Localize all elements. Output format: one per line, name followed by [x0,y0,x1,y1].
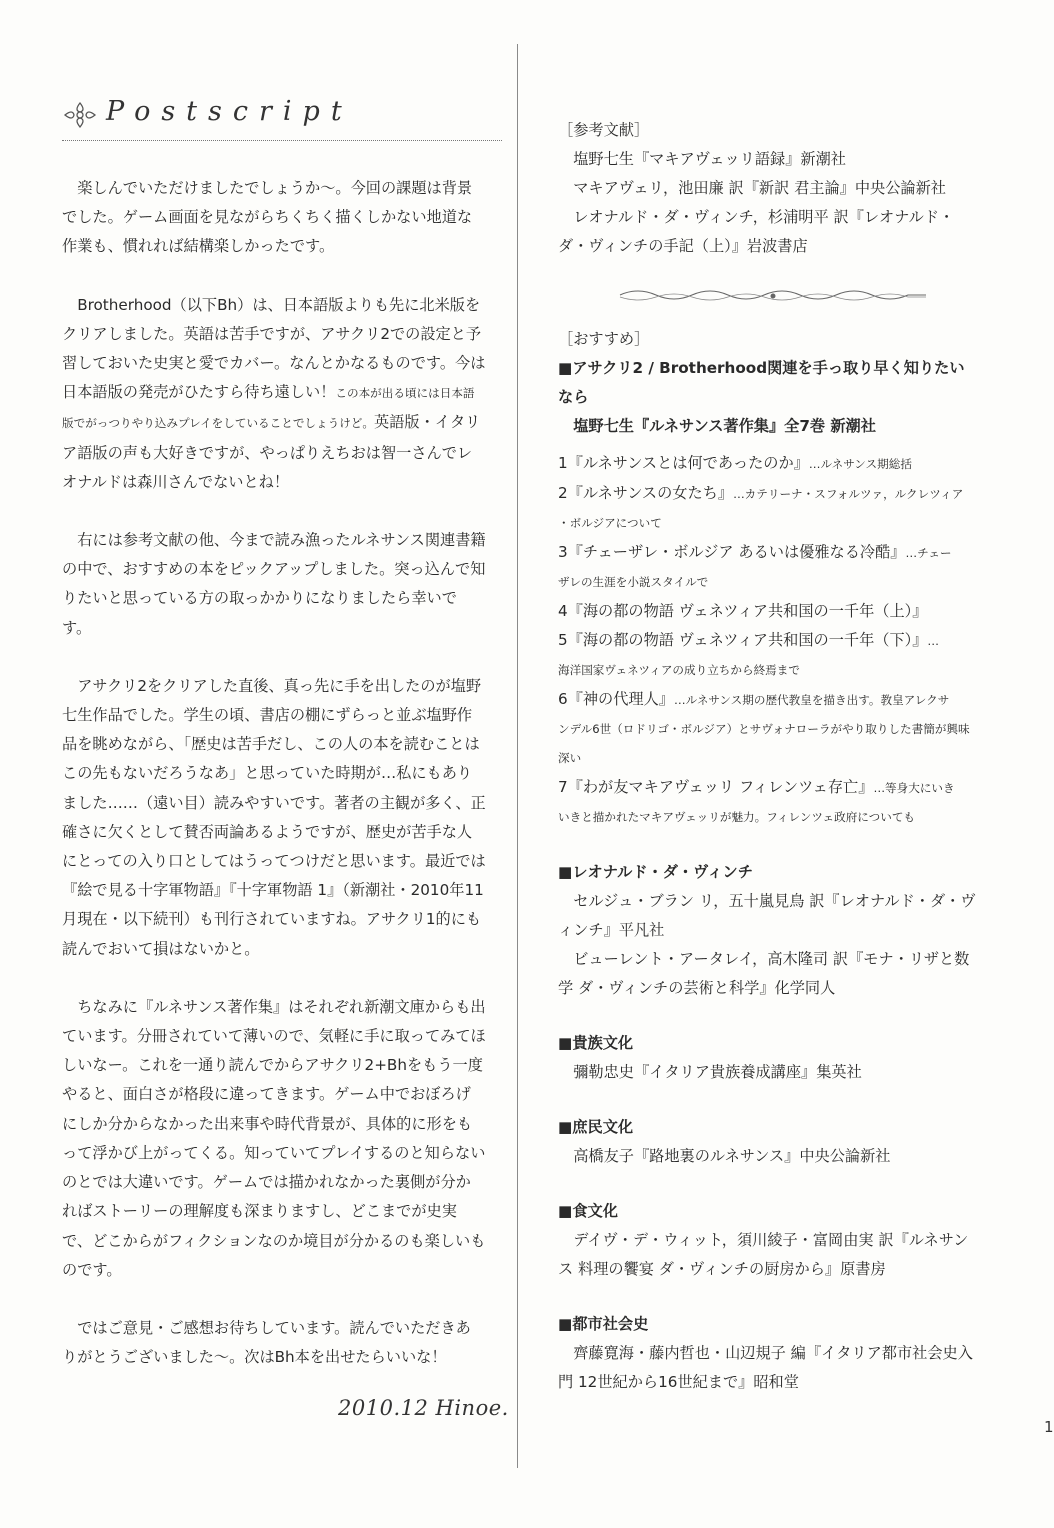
category-entry: 高橋友子『路地裏のルネサンス』中央公論新社 [573,1147,891,1165]
category-entry: セルジュ・ブラン リ，五十嵐見鳥 訳『レオナルド・ダ・ヴィンチ』平凡社 [558,892,976,939]
postscript-body [62,174,486,1401]
paragraph: Brotherhood（以下Bh）は、日本語版よりも先に北米版をクリアしました。英語は苦手ですが、アサクリ2での設定と予習しておいた史実と愛でカバー。なんとかなるものです。今は日本語版の発売がひたすら待ち遠しい！この本が出る頃には日本語版でがっつりやり込みプレイをしていることでしょうけど。英語版・イタリア語版の声も大好きですが、やっぱりえちおは智一さんでレオナルドは森川さんでないとね！ [62,295,486,491]
recommend-header: ■アサクリ2 / Brotherhood関連を手っ取り早く知りたいなら [558,359,965,406]
reference-entry: レオナルド・ダ・ヴィンチ，杉浦明平 訳『レオナルド・ダ・ヴィンチの手記（上）』岩波書店 [558,208,955,255]
recommend-list [558,449,978,832]
paragraph: ちなみに『ルネサンス著作集』はそれぞれ新潮文庫からも出ています。分冊されていて薄いので、気軽に手に取ってみてほしいなー。これを一通り読んでからアサクリ2+Bhをもう一度やると、面白さが格段に違ってきます。ゲーム中でおぼろげにしか分からなかった出来事や時代背景が、具体的に形をもって浮かび上がってくる。知っていてプレイするのと知らないのとでは大違いです。ゲームでは描かれなかった裏側が分かればストーリーの理解度も深まりますし、どこまでが史実で、どこからがフィクションなのか境目が分かるのも楽しいものです。 [62,997,486,1279]
list-item: 5『海の都の物語 ヴェネツィア共和国の一千年（下）』… 海洋国家ヴェネツィアの成り立ちから終焉まで [558,631,940,677]
list-item: 2『ルネサンスの女たち』…カテリーナ・スフォルツァ，ルクレツィア ・ボルジアについて [558,484,964,530]
reference-entry: マキアヴェリ，池田廉 訳『新訳 君主論』中央公論新社 [573,179,946,197]
category-title: ■貴族文化 [558,1034,634,1052]
page-number: 1 [1044,1418,1054,1436]
list-item: 7『わが友マキアヴェッリ フィレンツェ存亡』…等身大にいき いきと描かれたマキアヴェッリが魅力。フィレンツェ政府についても [558,778,955,824]
heading-rule [62,140,502,143]
flourish-divider-icon [618,275,928,315]
category-entry: 齊藤寛海・藤内哲也・山辺規子 編『イタリア都市社会史入門 12世紀から16世紀まで』昭和堂 [558,1344,973,1391]
category-title: ■庶民文化 [558,1118,634,1136]
paragraph: アサクリ2をクリアした直後、真っ先に手を出したのが塩野七生作品でした。学生の頃、書店の棚にずらっと並ぶ塩野作品を眺めながら、「歴史は苦手だし、この人の本を読むことはこの先もないだろうなあ」と思っていた時期が…私にもありました……（遠い目）読みやすいです。著者の主観が多く、正確さに欠くとして賛否両論あるようですが、歴史が苦手な人にとっての入り口としてはうってつけだと思います。最近では『絵で見る十字軍物語』『十字軍物語 1』（新潮社・2010年11月現在・以下続刊）も刊行されていますね。アサクリ1的にも読んでおいて損はないかと。 [62,676,486,958]
category-entry: ビューレント・アータレイ，高木隆司 訳『モナ・リザと数学 ダ・ヴィンチの芸術と科学』化学同人 [558,950,970,997]
category-entry: デイヴ・デ・ウィット，須川綾子・富岡由実 訳『ルネサンス 料理の饗宴 ダ・ヴィンチの厨房から』原書房 [558,1231,969,1278]
reference-entry: 塩野七生『マキアヴェッリ語録』新潮社 [573,150,846,168]
category-title: ■食文化 [558,1202,618,1220]
list-item: 4『海の都の物語 ヴェネツィア共和国の一千年（上）』 [558,602,928,620]
category-entry: 彌勒忠史『イタリア貴族養成講座』集英社 [573,1063,862,1081]
category-title: ■都市社会史 [558,1315,649,1333]
list-item: 3『チェーザレ・ボルジア あるいは優雅なる冷酷』…チェー ザレの生涯を小説スタイルで [558,543,952,589]
page-title: Postscript [106,96,353,127]
recommend-main-title: 塩野七生『ルネサンス著作集』全7巻 新潮社 [573,417,876,435]
paragraph: ではご意見・ご感想お待ちしています。読んでいただきありがとうございました〜。次はBh本を出せたらいいな！ [62,1318,471,1367]
category-title: ■レオナルド・ダ・ヴィンチ [558,863,753,881]
paragraph: 右には参考文献の他、今まで読み漁ったルネサンス関連書籍の中で、おすすめの本をピックアップしました。突っ込んで知りたいと思っている方の取っかかりになりましたら幸いです。 [62,531,486,637]
references-label: ［参考文献］ [558,121,650,139]
ornamental-divider [618,275,978,319]
column-divider [517,44,518,1468]
list-item: 6『神の代理人』…ルネサンス期の歴代教皇を描き出す。教皇アレクサ ンデル6世（ロドリゴ・ボルジア）とサヴォナローラがやり取りした書簡が興味深い [558,690,970,765]
fleur-ornament-icon [62,100,98,130]
recommend-label: ［おすすめ］ [558,330,650,348]
bibliography [558,116,978,1397]
signature: 2010.12 Hinoe. [338,1396,509,1420]
list-item: 1『ルネサンスとは何であったのか』…ルネサンス期総括 [558,454,912,472]
paragraph: 楽しんでいただけましたでしょうか〜。今回の課題は背景でした。ゲーム画面を見ながらちくちく描くしかない地道な作業も、慣れれば結構楽しかったです。 [62,179,473,256]
postscript-heading [62,96,502,140]
